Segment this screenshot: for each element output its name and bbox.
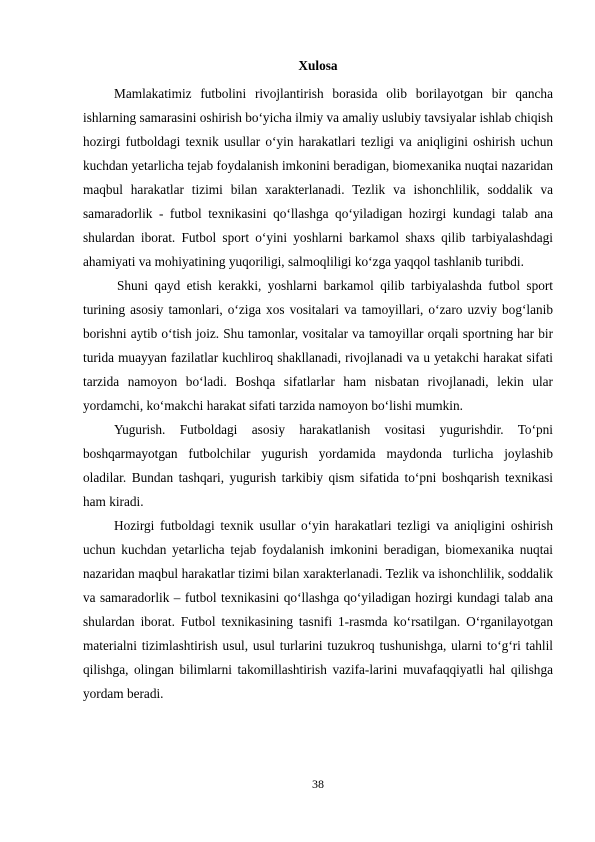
paragraph-2: Shuni qayd etish kerakki, yoshlarni barkamol qilib tarbiyalashda futbol sport turining asosiy tamonlari, o‘ziga xos vositalari va tamoyillari, o‘zaro uzviy bog‘lanib borishni aytib o‘tish joiz. Shu tamonlar, vositalar va tamoyillar orqali sportning har bir turida muayyan fazilatlar kuchliroq shakllanadi, rivojlanadi va u yetakchi harakat sifati tarzida namoyon bo‘ladi. Boshqa sifatlarlar ham nisbatan rivojlanadi, lekin ular yordamchi, ko‘makchi harakat sifati tarzida namoyon bo‘lishi mumkin. <box>83 278 553 413</box>
page-title: Xulosa <box>298 58 338 73</box>
body-text <box>83 82 553 706</box>
paragraph-3: Yugurish. Futboldagi asosiy harakatlanish vositasi yugurishdir. To‘pni boshqarmayotgan futbolchilar yugurish yordamida maydonda turlicha joylashib oladilar. Bundan tashqari, yugurish tarkibiy qism sifatida to‘pni boshqarish texnikasi ham kiradi. <box>83 422 553 509</box>
paragraph-1: Mamlakatimiz futbolini rivojlantirish borasida olib borilayotgan bir qancha ishlarning samarasini oshirish bo‘yicha ilmiy va amaliy uslubiy tavsiyalar ishlab chiqish hozirgi futboldagi texnik usullar o‘yin harakatlari tezligi va aniqligini oshirish uchun kuchdan yetarlicha tejab foydalanish imkonini beradigan, biomexanika nuqtai nazaridan maqbul harakatlar tizimi bilan xarakterlanadi. Tezlik va ishonchlilik, soddalik va samaradorlik - futbol texnikasini qo‘llashga qo‘yiladigan hozirgi kundagi talab ana shulardan iborat. Futbol sport o‘yini yoshlarni barkamol shaxs qilib tarbiyalashdagi ahamiyati va mohiyatining yuqoriligi, salmoqliligi ko‘zga yaqqol tashlanib turibdi. <box>83 86 553 269</box>
page-number: 38 <box>312 777 324 791</box>
paragraph-4: Hozirgi futboldagi texnik usullar o‘yin harakatlari tezligi va aniqligini oshirish uchun kuchdan yetarlicha tejab foydalanish imkonini beradigan, biomexanika nuqtai nazaridan maqbul harakatlar tizimi bilan xarakterlanadi. Tezlik va ishonchlilik, soddalik va samaradorlik – futbol texnikasini qo‘llashga qo‘yiladigan hozirgi kundagi talab ana shulardan iborat. Futbol texnikasining tasnifi 1-rasmda ko‘rsatilgan. O‘rganilayotgan materialni tizimlashtirish usul, usul turlarini tuzukroq tushunishga, ularni to‘g‘ri tahlil qilishga, olingan bilimlarni takomillashtirish vazifa-larini muvafaqqiyatli hal qilishga yordam beradi. <box>83 518 553 701</box>
